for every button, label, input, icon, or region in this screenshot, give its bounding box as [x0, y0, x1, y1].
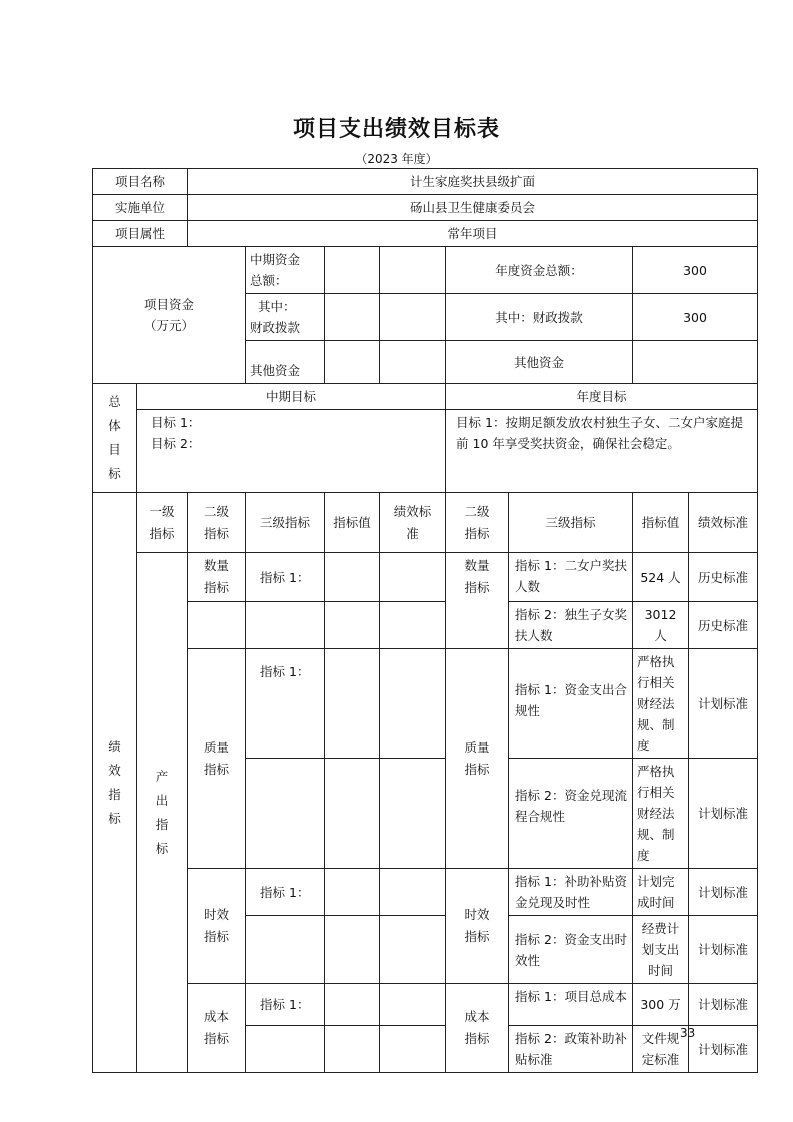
mid-indicator-item: 指标 1：	[246, 869, 325, 916]
mid-indicator-value	[325, 553, 380, 602]
mid-other-funds-label: 其他资金	[246, 341, 325, 384]
year-indicator-name: 指标 2：资金兑现流程合规性	[509, 759, 633, 869]
empty-cell	[325, 1026, 380, 1073]
empty-cell	[246, 759, 325, 869]
page-number: 33	[680, 1026, 696, 1040]
year-fiscal-funds-label: 其中：财政拨款	[446, 294, 633, 341]
year-indicator-name: 指标 1：资金支出合规性	[509, 649, 633, 759]
year-cost-label: 成本 指标	[446, 984, 509, 1073]
standard-header: 绩效标 准	[380, 493, 446, 553]
quality-label: 质量 指标	[188, 649, 246, 869]
year-indicator-standard: 计划标准	[689, 869, 758, 916]
year-indicator-value: 严格执行相关财经法规、制度	[633, 649, 689, 759]
value-header: 指标值	[325, 493, 380, 553]
mid-fiscal-funds-label: 其中： 财政拨款	[246, 294, 325, 341]
mid-goal-header: 中期目标	[137, 384, 446, 410]
mid-indicator-item: 指标 1：	[246, 553, 325, 602]
year-indicator-value: 文件规定标准	[633, 1026, 689, 1073]
project-attribute-value: 常年项目	[188, 221, 758, 247]
implementing-unit-value: 砀山县卫生健康委员会	[188, 195, 758, 221]
year-value-header: 指标值	[633, 493, 689, 553]
year-indicator-name: 指标 1：二女户奖扶人数	[509, 553, 633, 602]
mid-total-funds-label: 中期资金 总额：	[246, 247, 325, 294]
year-indicator-name: 指标 2：资金支出时效性	[509, 916, 633, 984]
year-indicator-standard: 历史标准	[689, 553, 758, 602]
year-total-funds-value: 300	[633, 247, 758, 294]
project-attribute-label: 项目属性	[93, 221, 188, 247]
performance-table	[92, 168, 758, 1073]
project-name-label: 项目名称	[93, 169, 188, 195]
year-indicator-name: 指标 2：政策补助补贴标准	[509, 1026, 633, 1073]
year-indicator-standard: 计划标准	[689, 1026, 758, 1073]
implementing-unit-label: 实施单位	[93, 195, 188, 221]
funds-spacer	[380, 247, 446, 294]
output-indicators-label: 产出指标	[137, 553, 188, 1073]
level1-header: 一级 指标	[137, 493, 188, 553]
mid-indicator-standard	[380, 649, 446, 759]
year-indicator-value: 300 万	[633, 984, 689, 1026]
year-fiscal-funds-value: 300	[633, 294, 758, 341]
year-indicator-standard: 历史标准	[689, 602, 758, 649]
year-indicator-name: 指标 2：独生子女奖扶人数	[509, 602, 633, 649]
funds-spacer	[380, 341, 446, 384]
empty-cell	[380, 1026, 446, 1073]
empty-cell	[380, 602, 446, 649]
mid-indicator-standard	[380, 869, 446, 916]
year-indicator-value: 严格执行相关财经法规、制度	[633, 759, 689, 869]
year-indicator-standard: 计划标准	[689, 916, 758, 984]
year-level3-header: 三级指标	[509, 493, 633, 553]
funds-spacer	[380, 294, 446, 341]
mid-fiscal-funds-value	[325, 294, 380, 341]
year-timeliness-label: 时效 指标	[446, 869, 509, 984]
project-name-value: 计生家庭奖扶县级扩面	[188, 169, 758, 195]
year-goal-text: 目标 1：按期足额发放农村独生子女、二女户家庭提前 10 年享受奖扶资金，确保社会稳定。	[446, 410, 758, 493]
quantity-label: 数量 指标	[188, 553, 246, 602]
mid-total-funds-value	[325, 247, 380, 294]
year-indicator-value: 经费计划支出时间	[633, 916, 689, 984]
year-other-funds-value	[633, 341, 758, 384]
year-indicator-name: 指标 1：项目总成本	[509, 984, 633, 1026]
level3-header: 三级指标	[246, 493, 325, 553]
performance-indicators-label: 绩效指标	[93, 493, 137, 1073]
year-goal-header: 年度目标	[446, 384, 758, 410]
year-indicator-value: 524 人	[633, 553, 689, 602]
year-quality-label: 质量 指标	[446, 649, 509, 869]
year-standard-header: 绩效标准	[689, 493, 758, 553]
empty-cell	[188, 602, 246, 649]
mid-indicator-item: 指标 1：	[246, 984, 325, 1026]
mid-indicator-standard	[380, 984, 446, 1026]
overall-goals-label: 总体目标	[93, 384, 137, 493]
year-indicator-standard: 计划标准	[689, 984, 758, 1026]
year-indicator-name: 指标 1：补助补贴资金兑现及时性	[509, 869, 633, 916]
page-title: 项目支出绩效目标表	[292, 117, 500, 142]
timeliness-label: 时效 指标	[188, 869, 246, 984]
year-level2-header: 二级 指标	[446, 493, 509, 553]
level2-header: 二级 指标	[188, 493, 246, 553]
mid-other-funds-value	[325, 341, 380, 384]
empty-cell	[380, 916, 446, 984]
mid-indicator-value	[325, 984, 380, 1026]
mid-goal-text: 目标 1： 目标 2：	[137, 410, 446, 493]
year-indicator-value: 3012 人	[633, 602, 689, 649]
empty-cell	[325, 759, 380, 869]
empty-cell	[380, 759, 446, 869]
mid-indicator-value	[325, 869, 380, 916]
mid-indicator-value	[325, 649, 380, 759]
mid-indicator-item: 指标 1：	[246, 649, 325, 759]
empty-cell	[246, 1026, 325, 1073]
year-quantity-label: 数量 指标	[446, 553, 509, 649]
cost-label: 成本 指标	[188, 984, 246, 1073]
project-funds-label: 项目资金 （万元）	[93, 247, 246, 384]
empty-cell	[325, 602, 380, 649]
year-indicator-standard: 计划标准	[689, 649, 758, 759]
year-other-funds-label: 其他资金	[446, 341, 633, 384]
year-label: （2023 年度）	[355, 152, 438, 166]
year-indicator-value: 计划完成时间	[633, 869, 689, 916]
empty-cell	[246, 602, 325, 649]
empty-cell	[325, 916, 380, 984]
mid-indicator-standard	[380, 553, 446, 602]
empty-cell	[246, 916, 325, 984]
year-indicator-standard: 计划标准	[689, 759, 758, 869]
year-total-funds-label: 年度资金总额：	[446, 247, 633, 294]
